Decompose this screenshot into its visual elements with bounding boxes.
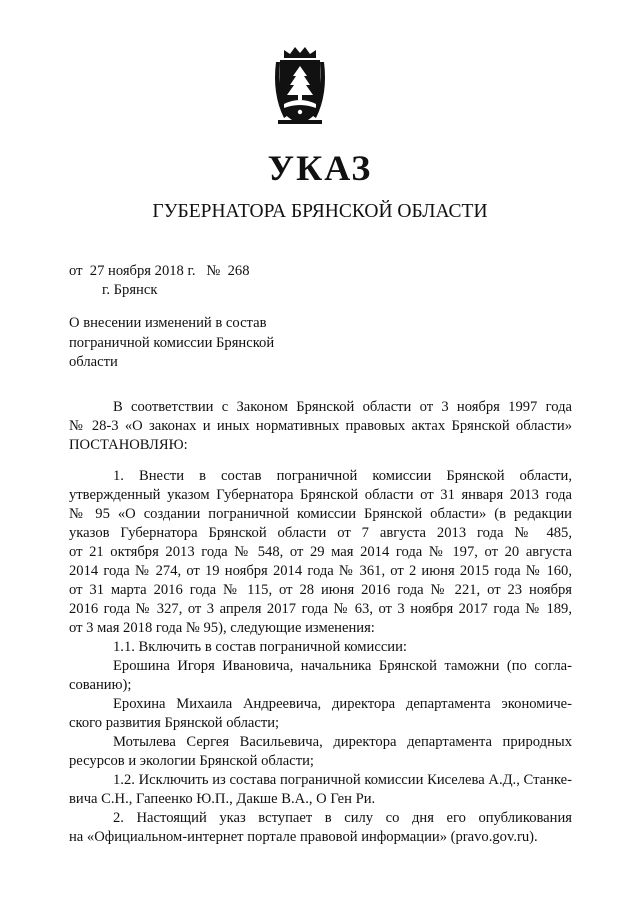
text-line: 1.2. Исключить из состава пограничной комиссии Киселева А.Д., Станке-: [113, 772, 572, 788]
subject-line: О внесении изменений в состав: [69, 315, 267, 331]
text-line: № 95 «О создании пограничной комиссии Брянской области» (в редакции: [69, 506, 572, 522]
city-line: г. Брянск: [102, 282, 158, 298]
text-line: Мотылева Сергея Васильевича, директора департамента природных: [113, 734, 572, 750]
text-line: 2. Настоящий указ вступает в силу со дня его опубликования: [113, 810, 572, 826]
decree-body: [69, 398, 572, 847]
clause-1-2: [69, 771, 572, 809]
document-title: УКАЗ: [267, 148, 373, 188]
text-line: от 31 марта 2016 года № 115, от 28 июня 2016 года № 221, от 23 ноября: [69, 582, 572, 598]
person-entry: [69, 733, 572, 771]
text-line: 2016 года № 327, от 3 апреля 2017 года № 63, от 3 ноября 2017 года № 189,: [69, 601, 572, 617]
clause-2: [69, 809, 572, 847]
person-entry: [69, 657, 572, 695]
text-line: от 21 октября 2013 года № 548, от 29 мая 2014 года № 197, от 20 августа: [69, 544, 572, 560]
date-number-line: от 27 ноября 2018 г. № 268: [69, 263, 250, 279]
text-line: утвержденный указом Губернатора Брянской области от 31 января 2013 года: [69, 487, 572, 503]
text-line: на «Официальном-интернет портале правовой информации» (pravo.gov.ru).: [69, 829, 538, 845]
person-entry: [69, 695, 572, 733]
text-line: ресурсов и экологии Брянской области;: [69, 753, 314, 769]
text-line: В соответствии с Законом Брянской области от 3 ноября 1997 года: [113, 399, 572, 415]
text-line: 2014 года № 274, от 19 ноября 2014 года № 361, от 2 июня 2015 года № 160,: [69, 563, 572, 579]
issuer-title: ГУБЕРНАТОРА БРЯНСКОЙ ОБЛАСТИ: [152, 201, 488, 222]
subject-heading: [69, 314, 274, 373]
text-line: Ерохина Михаила Андреевича, директора департамента экономиче-: [113, 696, 572, 712]
text-line: сованию);: [69, 677, 132, 693]
text-line: Ерошина Игоря Ивановича, начальника Брянской таможни (по согла-: [113, 658, 572, 674]
text-line: № 28-3 «О законах и иных нормативных правовых актах Брянской области»: [69, 418, 572, 434]
clause-1: [69, 467, 572, 638]
text-line: указов Губернатора Брянской области от 7 августа 2013 года № 485,: [69, 525, 572, 541]
text-line: ПОСТАНОВЛЯЮ:: [69, 437, 188, 453]
preamble: [69, 398, 572, 455]
subject-line: пограничной комиссии Брянской: [69, 334, 275, 351]
text-line: ского развития Брянской области;: [69, 715, 280, 731]
clause-1-1: 1.1. Включить в состав пограничной комиссии:: [113, 639, 407, 655]
subject-line: области: [69, 354, 118, 370]
bryansk-coat-of-arms-icon: [270, 44, 330, 128]
text-line: от 3 мая 2018 года № 95), следующие изменения:: [69, 620, 375, 636]
text-line: 1. Внести в состав пограничной комиссии Брянской области,: [113, 468, 572, 484]
text-line: вича С.Н., Гапеенко Ю.П., Дакше В.А., О Ген Ри.: [69, 791, 376, 807]
